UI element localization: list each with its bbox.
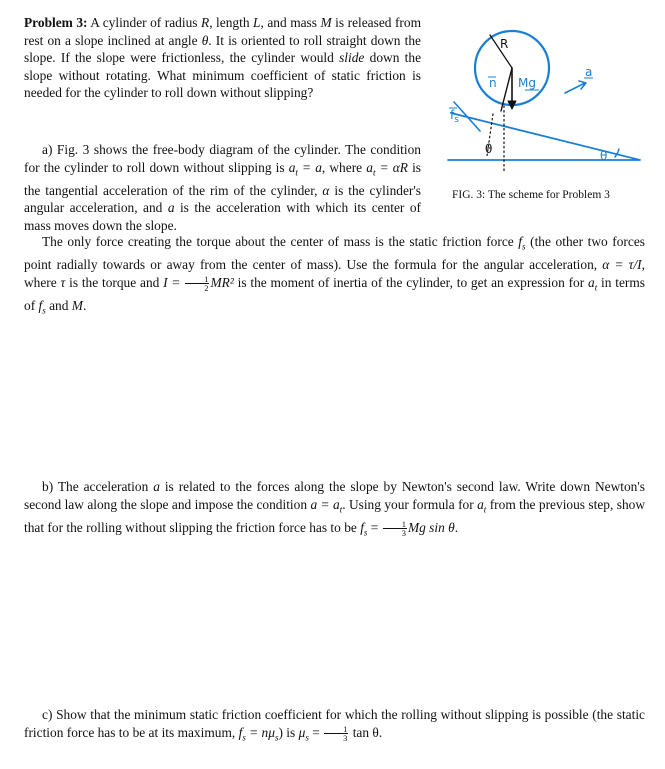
label-Mg: Mg [518,76,536,90]
fraction-half: $\frac{1}{2}$ [185,275,209,292]
problem-statement: Problem 3: A cylinder of radius R, length L, and mass M is released from rest on a slope inclined at angle θ. It is oriented to roll straight down the slope. If the slope were frictionless, the cylinder would slide down the slope without rotating. What minimum coefficient of static friction is needed for the cylinder to roll down without slipping? [24,15,422,101]
free-body-diagram [434,8,644,183]
problem-label: Problem 3: [24,15,88,30]
label-a: a [585,65,593,79]
part-a-paragraph-1: a) Fig. 3 shows the free-body diagram of the cylinder. The condition for the cylinder to roll down without slipping is $a_t = a$, where $a_t = \alpha R$ is the tangential acceleration of the rim of the cylinder, α is the cylinder's angular acceleration, and a is the acceleration with which its center of mass moves down the slope. [24,142,422,234]
fraction-third: $\frac{1}{3}$ [383,520,407,537]
part-a-paragraph-2: The only force creating the torque about the center of mass is the static friction force $f_s$ (the other two forces point radially towards or away from the center of mass). Use the formula for the angular acceleration, α = τ/I, where τ is the torque and I = $\frac{1}{2}$ MR² is the moment of inertia of the cylinder, to get an expression for $a_t$ in terms of $f_s$ and M. [24,234,645,316]
part-c-paragraph: c) Show that the minimum static friction coefficient for which the rolling without slipping is possible (the static friction force has to be at its maximum, $f_s = n\mu_s$) is $\mu_s$ = $\frac{1}{3}$ tan θ. [24,707,645,744]
fraction-third-c: $\frac{1}{3}$ [324,725,348,742]
part-b-paragraph: b) The acceleration a is related to the forces along the slope by Newton's second law. Write down Newton's second law along the slope and impose the condition $a = a_t$. Using your formula for $a_t$ from the previous step, show that for the rolling without slipping the friction force has to be $f_s$ = $\frac{1}{3}$ Mg sin θ. [24,479,646,539]
figure-caption: FIG. 3: The scheme for Problem 3 [452,189,610,201]
label-R: R [500,37,509,51]
slope-incline [448,113,640,160]
angle-arc [615,149,619,157]
label-n: n [489,76,497,90]
label-theta-inner: θ [485,142,493,156]
label-fs: $f_s$ [450,108,459,125]
label-theta-outer: θ [600,149,608,163]
